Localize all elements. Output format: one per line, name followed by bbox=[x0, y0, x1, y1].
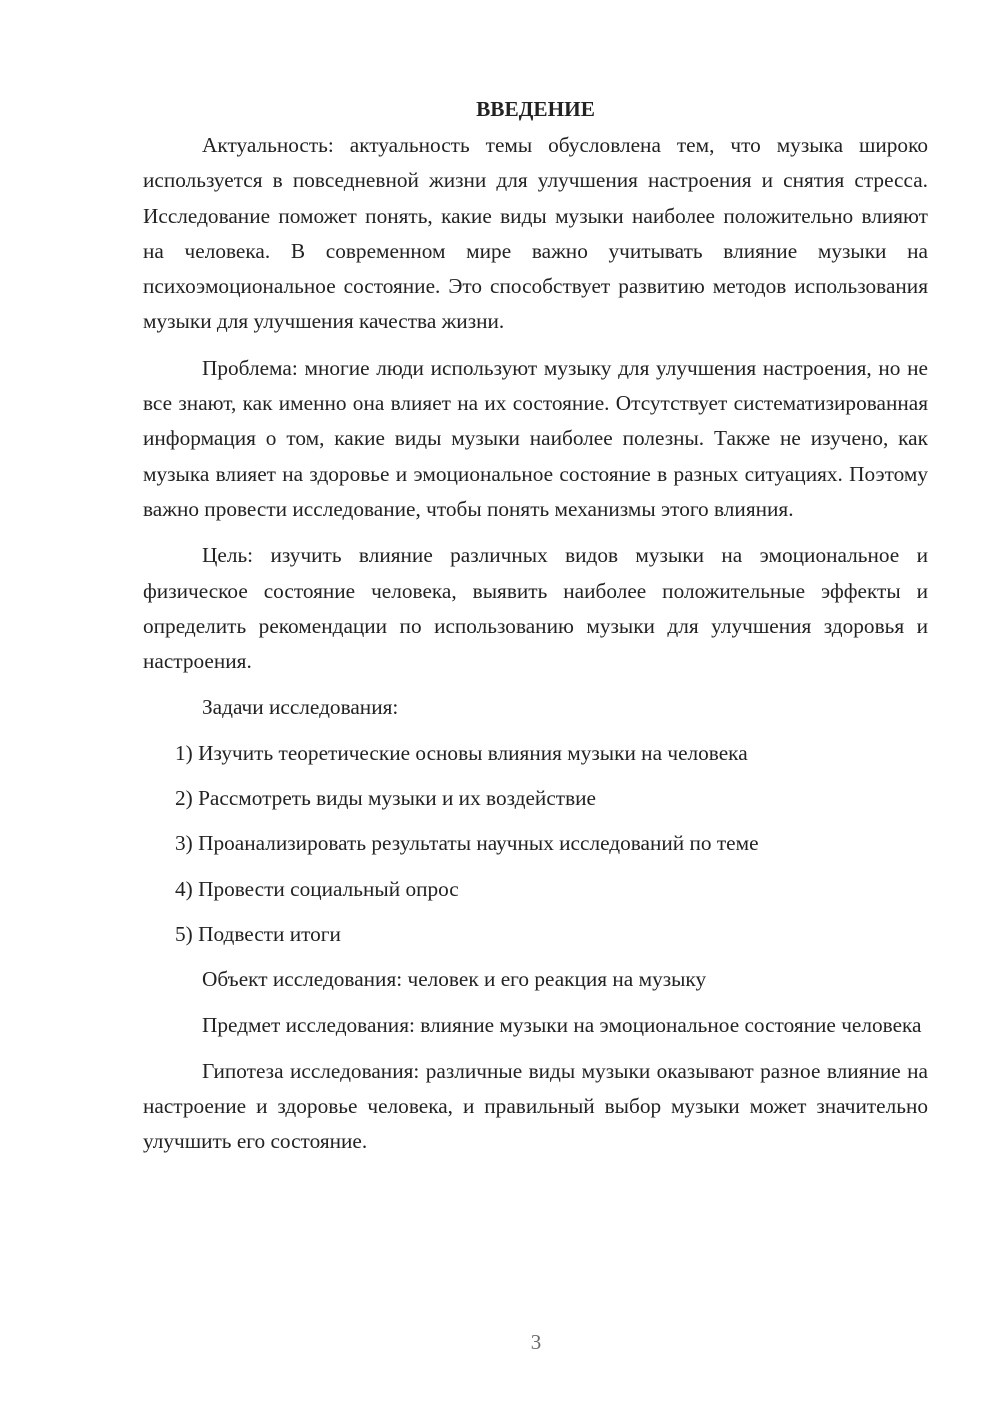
paragraph-hypothesis: Гипотеза исследования: различные виды музыки оказывают разное влияние на настроение и здоровье человека, и правильный выбор музыки может значительно улучшить его состояние. bbox=[143, 1058, 928, 1154]
paragraph-object: Объект исследования: человек и его реакция на музыку bbox=[202, 967, 707, 992]
list-item: 1) Изучить теоретические основы влияния музыки на человека bbox=[175, 740, 748, 765]
paragraph-relevance: Актуальность: актуальность темы обусловлена тем, что музыка широко используется в повседневной жизни для улучшения настроения и снятия стресса. Исследование поможет понять, какие виды музыки наиболее положительно влияют на человека. В современном мире важно учитывать влияние музыки на психоэмоциональное состояние. Это способствует развитию методов использования музыки для улучшения качества жизни. bbox=[143, 133, 928, 334]
page-number: 3 bbox=[530, 1330, 542, 1354]
paragraph-subject: Предмет исследования: влияние музыки на эмоциональное состояние человека bbox=[202, 1012, 922, 1037]
tasks-list bbox=[143, 736, 928, 952]
section-heading: ВВЕДЕНИЕ bbox=[476, 97, 595, 121]
document-page bbox=[143, 92, 928, 1171]
list-item: 4) Провести социальный опрос bbox=[175, 876, 459, 901]
list-item: 2) Рассмотреть виды музыки и их воздействие bbox=[175, 786, 596, 811]
list-item: 3) Проанализировать результаты научных исследований по теме bbox=[175, 831, 759, 856]
list-item: 5) Подвести итоги bbox=[175, 921, 341, 946]
paragraph-problem: Проблема: многие люди используют музыку для улучшения настроения, но не все знают, как именно она влияет на их состояние. Отсутствует систематизированная информация о том, какие виды музыки наиболее полезны. Также не изучено, как музыка влияет на здоровье и эмоциональное состояние в разных ситуациях. Поэтому важно провести исследование, чтобы понять механизмы этого влияния. bbox=[143, 355, 928, 521]
paragraph-goal: Цель: изучить влияние различных видов музыки на эмоциональное и физическое состояние человека, выявить наиболее положительные эффекты и определить рекомендации по использованию музыки для улучшения здоровья и настроения. bbox=[143, 543, 928, 674]
paragraph-tasks-title: Задачи исследования: bbox=[202, 695, 399, 720]
